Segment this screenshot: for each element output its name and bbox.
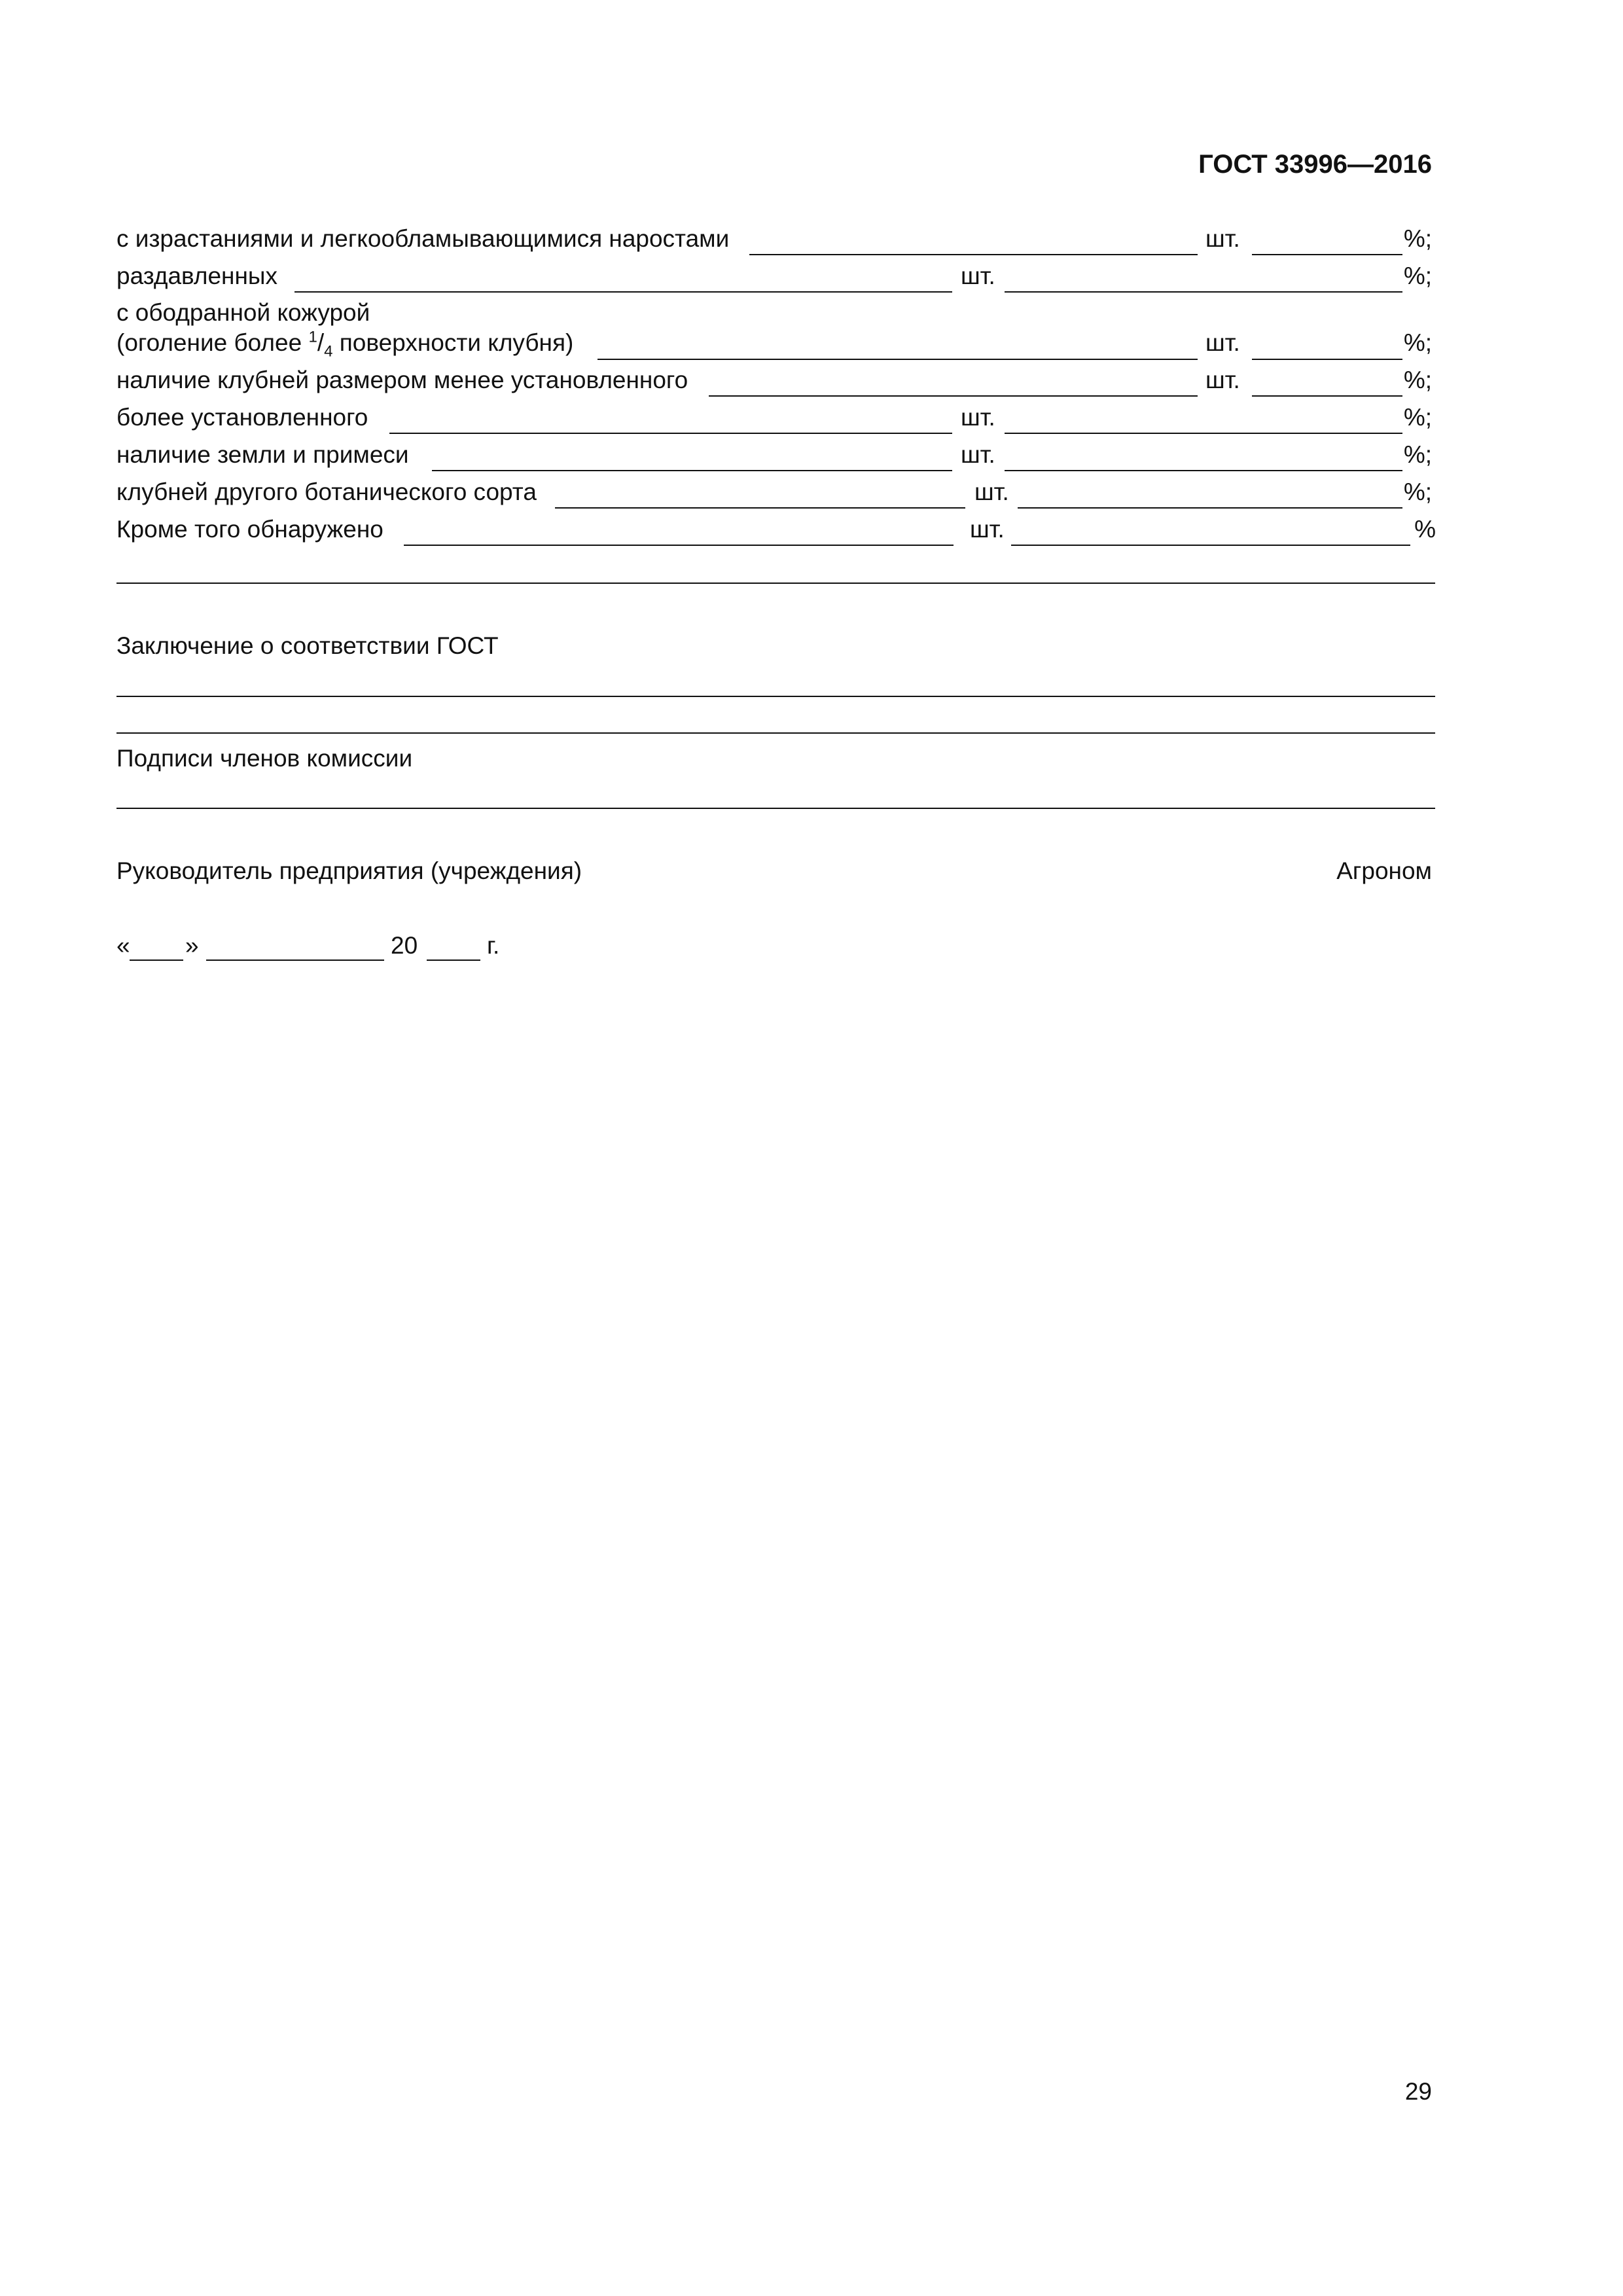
row3-pieces-unit: шт. [1205, 329, 1240, 356]
row6-percent-unit: %; [1403, 441, 1432, 468]
date-year-suffix: г. [487, 932, 500, 959]
row-label-other-variety: клубней другого ботанического сорта [116, 478, 537, 505]
row-label-oversize: более установленного [116, 404, 368, 431]
extra-notes-line[interactable] [116, 583, 1435, 584]
row1-pieces-field[interactable] [749, 254, 1198, 255]
row2-pieces-field[interactable] [294, 291, 952, 293]
row4-percent-field[interactable] [1252, 395, 1402, 397]
commission-signatures-line[interactable] [116, 808, 1435, 809]
document-standard-header: ГОСТ 33996—2016 [1198, 150, 1432, 179]
row5-pieces-field[interactable] [389, 433, 952, 434]
commission-signatures-label: Подписи членов комиссии [116, 745, 413, 772]
row1-percent-unit: %; [1403, 225, 1432, 252]
fraction-denominator: 4 [324, 342, 333, 361]
conclusion-label: Заключение о соответствии ГОСТ [116, 632, 499, 659]
row3-percent-field[interactable] [1252, 359, 1402, 360]
agronomist-label: Агроном [1336, 857, 1432, 884]
row1-pieces-unit: шт. [1205, 225, 1240, 252]
row2-percent-unit: %; [1403, 262, 1432, 289]
page-number: 29 [1404, 2078, 1432, 2105]
row6-pieces-field[interactable] [432, 470, 952, 471]
row1-percent-field[interactable] [1252, 254, 1402, 255]
row-label-peeled-detail: (оголение более $^1/_4$ поверхности клубня) [116, 328, 574, 361]
row6-percent-field[interactable] [1005, 470, 1402, 471]
row-label-also-found: Кроме того обнаружено [116, 516, 383, 543]
row7-percent-field[interactable] [1018, 507, 1402, 509]
row3-pieces-field[interactable] [597, 359, 1198, 360]
row7-percent-unit: %; [1403, 478, 1432, 505]
date-close-quote: » [185, 932, 199, 959]
row4-pieces-field[interactable] [709, 395, 1198, 397]
date-open-quote: « [116, 932, 130, 959]
row8-percent-unit: % [1414, 516, 1436, 543]
row7-pieces-unit: шт. [974, 478, 1009, 505]
row5-percent-field[interactable] [1005, 433, 1402, 434]
row-label-sprouts: с израстаниями и легкообламывающимися наростами [116, 225, 730, 252]
head-of-enterprise-label: Руководитель предприятия (учреждения) [116, 857, 582, 884]
row6-pieces-unit: шт. [961, 441, 995, 468]
date-month-field[interactable] [206, 960, 384, 961]
row8-percent-field[interactable] [1011, 545, 1410, 546]
conclusion-line-1[interactable] [116, 696, 1435, 697]
row-label-soil-impurities: наличие земли и примеси [116, 441, 409, 468]
row4-percent-unit: %; [1403, 367, 1432, 393]
row4-pieces-unit: шт. [1205, 367, 1240, 393]
row2-percent-field[interactable] [1005, 291, 1402, 293]
row5-percent-unit: %; [1403, 404, 1432, 431]
fraction-numerator: 1 [308, 328, 317, 346]
date-day-field[interactable] [130, 960, 183, 961]
row5-pieces-unit: шт. [961, 404, 995, 431]
date-year-prefix: 20 [391, 932, 418, 959]
row8-pieces-field[interactable] [404, 545, 954, 546]
row8-pieces-unit: шт. [970, 516, 1005, 543]
row3-percent-unit: %; [1403, 329, 1432, 356]
row7-pieces-field[interactable] [555, 507, 965, 509]
row-label-crushed: раздавленных [116, 262, 277, 289]
conclusion-line-2[interactable] [116, 732, 1435, 734]
row-label-peeled: с ободранной кожурой [116, 299, 370, 326]
date-year-field[interactable] [427, 960, 480, 961]
row2-pieces-unit: шт. [961, 262, 995, 289]
row-label-undersize: наличие клубней размером менее установленного [116, 367, 688, 393]
